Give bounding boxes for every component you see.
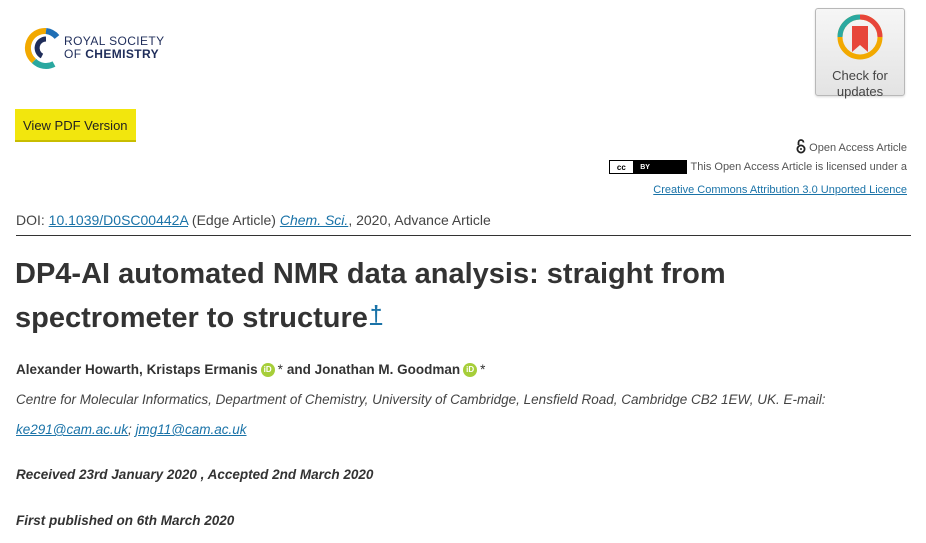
licensed-text: This Open Access Article is licensed under a <box>690 161 907 173</box>
received-accepted-dates: Received 23rd January 2020 , Accepted 2nd March 2020 <box>16 467 374 482</box>
orcid-icon[interactable]: iD <box>261 363 275 377</box>
open-access-label: Open Access Article <box>796 138 907 154</box>
check-for-updates-button[interactable] <box>815 8 905 99</box>
licence-link[interactable]: Creative Commons Attribution 3.0 Unported Licence <box>653 184 907 196</box>
orcid-icon[interactable]: iD <box>463 363 477 377</box>
journal-link[interactable]: Chem. Sci. <box>279 212 349 228</box>
open-access-icon <box>796 138 806 154</box>
cc-by-badge-icon[interactable]: cc BY <box>609 160 687 174</box>
doi-link[interactable]: 10.1039/D0SC00442A <box>48 212 189 228</box>
view-pdf-button[interactable]: View PDF Version <box>15 109 136 142</box>
first-published-date: First published on 6th March 2020 <box>16 513 235 528</box>
rsc-logo[interactable] <box>24 26 165 70</box>
author-name[interactable]: Kristaps Ermanis <box>146 362 258 377</box>
divider <box>16 235 911 236</box>
doi-line: DOI: 10.1039/D0SC00442A (Edge Article) Chem. Sci., 2020, Advance Article <box>16 212 491 228</box>
check-updates-icon <box>837 14 883 62</box>
check-updates-line-2: updates <box>836 84 884 99</box>
author-name[interactable]: Jonathan M. Goodman <box>314 362 461 377</box>
affiliation: Centre for Molecular Informatics, Department of Chemistry, University of Cambridge, Lensfield Road, Cambridge CB2 1EW, UK. E-mail: <box>16 392 826 407</box>
corresponding-star: * <box>480 362 486 377</box>
logo-line-1: ROYAL SOCIETY <box>64 34 165 48</box>
check-updates-line-1: Check for <box>832 68 888 83</box>
corresponding-star: * <box>277 362 283 377</box>
logo-line-2: OF CHEMISTRY <box>64 47 160 61</box>
article-title: DP4-AI automated NMR data analysis: straight from spectrometer to structure† <box>15 258 726 334</box>
author-name[interactable]: Alexander Howarth <box>16 362 140 377</box>
title-footnote-link[interactable]: † <box>369 301 383 326</box>
email-link[interactable]: ke291@cam.ac.uk <box>16 422 129 437</box>
email-link[interactable]: jmg11@cam.ac.uk <box>135 422 247 437</box>
author-list: Alexander Howarth , Kristaps Ermanis iD * and Jonathan M. Goodman iD * <box>16 362 486 377</box>
rsc-logo-icon <box>24 26 62 70</box>
email-list: ke291@cam.ac.uk; jmg11@cam.ac.uk <box>16 422 247 437</box>
license-statement <box>609 160 907 174</box>
